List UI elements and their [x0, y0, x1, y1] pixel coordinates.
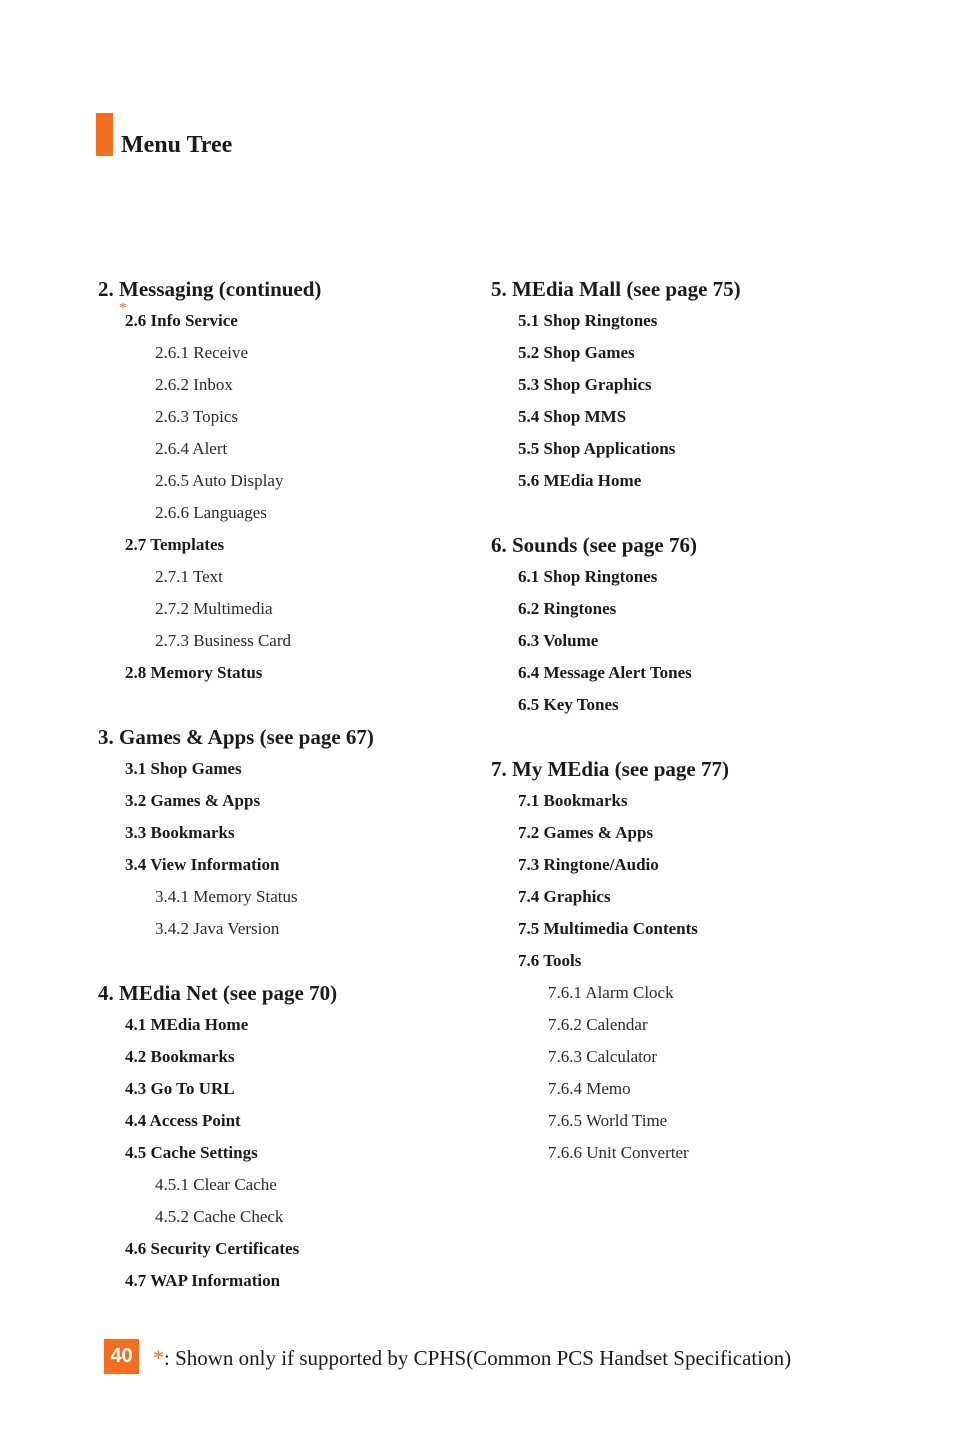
menu-item: 5.4 Shop MMS [518, 407, 627, 426]
menu-item: 6.1 Shop Ringtones [518, 567, 658, 586]
section-heading-messaging: 2. Messaging (continued) [98, 277, 322, 301]
submenu-item: 2.6.3 Topics [155, 407, 239, 426]
section-heading-media-net: 4. MEdia Net (see page 70) [98, 981, 338, 1005]
menu-item: 4.6 Security Certificates [125, 1239, 300, 1258]
menu-item: 7.1 Bookmarks [518, 791, 628, 810]
footnote [153, 1343, 791, 1373]
menu-item: 4.1 MEdia Home [125, 1015, 249, 1034]
menu-item: 3.1 Shop Games [125, 759, 242, 778]
menu-item: 6.5 Key Tones [518, 695, 619, 714]
submenu-item: 2.6.1 Receive [155, 343, 248, 362]
submenu-item: 7.6.2 Calendar [548, 1015, 648, 1034]
submenu-item: 3.4.2 Java Version [155, 919, 280, 938]
menu-item: 4.2 Bookmarks [125, 1047, 235, 1066]
submenu-item: 2.7.2 Multimedia [155, 599, 273, 618]
menu-item: 6.4 Message Alert Tones [518, 663, 692, 682]
footnote-star-icon: * [153, 1345, 164, 1370]
section-heading-media-mall: 5. MEdia Mall (see page 75) [491, 277, 741, 301]
submenu-item: 2.6.2 Inbox [155, 375, 233, 394]
menu-item: 6.3 Volume [518, 631, 599, 650]
menu-item: 7.2 Games & Apps [518, 823, 654, 842]
menu-item: 4.5 Cache Settings [125, 1143, 258, 1162]
menu-item: 5.3 Shop Graphics [518, 375, 652, 394]
cphs-star-mark: * [119, 300, 127, 317]
page-number-badge: 40 [104, 1339, 139, 1374]
menu-item: 3.3 Bookmarks [125, 823, 235, 842]
submenu-item: 2.6.6 Languages [155, 503, 267, 522]
section-heading-games-apps: 3. Games & Apps (see page 67) [98, 725, 374, 749]
submenu-item: 2.7.1 Text [155, 567, 223, 586]
section-heading-sounds: 6. Sounds (see page 76) [491, 533, 697, 557]
menu-item: 2.8 Memory Status [125, 663, 263, 682]
submenu-item: 7.6.5 World Time [548, 1111, 668, 1130]
section-gap [98, 945, 374, 977]
submenu-item: 4.5.1 Clear Cache [155, 1175, 277, 1194]
menu-item: 5.6 MEdia Home [518, 471, 642, 490]
submenu-item: 3.4.1 Memory Status [155, 887, 298, 906]
submenu-item: 2.6.5 Auto Display [155, 471, 284, 490]
menu-item: 2.7 Templates [125, 535, 225, 554]
menu-item: 4.3 Go To URL [125, 1079, 235, 1098]
right-column [491, 273, 741, 1169]
section-heading-my-media: 7. My MEdia (see page 77) [491, 757, 729, 781]
menu-item: 5.5 Shop Applications [518, 439, 676, 458]
menu-item: 7.3 Ringtone/Audio [518, 855, 659, 874]
submenu-item: 4.5.2 Cache Check [155, 1207, 284, 1226]
menu-item: 7.6 Tools [518, 951, 582, 970]
section-gap [491, 497, 741, 529]
footnote-text: : Shown only if supported by CPHS(Common PCS Handset Specification) [164, 1346, 792, 1370]
submenu-item: 7.6.1 Alarm Clock [548, 983, 674, 1002]
submenu-item: 7.6.6 Unit Converter [548, 1143, 689, 1162]
menu-item: 7.5 Multimedia Contents [518, 919, 698, 938]
menu-item: 6.2 Ringtones [518, 599, 617, 618]
menu-item: 7.4 Graphics [518, 887, 611, 906]
menu-item: 4.4 Access Point [125, 1111, 241, 1130]
menu-item: * 2.6 Info Service [98, 305, 374, 337]
submenu-item: 7.6.4 Memo [548, 1079, 631, 1098]
submenu-item: 2.7.3 Business Card [155, 631, 291, 650]
menu-item: 4.7 WAP Information [125, 1271, 281, 1290]
menu-item: 3.2 Games & Apps [125, 791, 261, 810]
menu-item: 5.1 Shop Ringtones [518, 311, 658, 330]
left-column [98, 273, 374, 1297]
menu-item: 5.2 Shop Games [518, 343, 635, 362]
section-gap [98, 689, 374, 721]
submenu-item: 7.6.3 Calculator [548, 1047, 658, 1066]
page-title: Menu Tree [121, 132, 233, 158]
section-gap [491, 721, 741, 753]
submenu-item: 2.6.4 Alert [155, 439, 228, 458]
title-accent-bar [96, 113, 113, 156]
menu-item: 3.4 View Information [125, 855, 280, 874]
